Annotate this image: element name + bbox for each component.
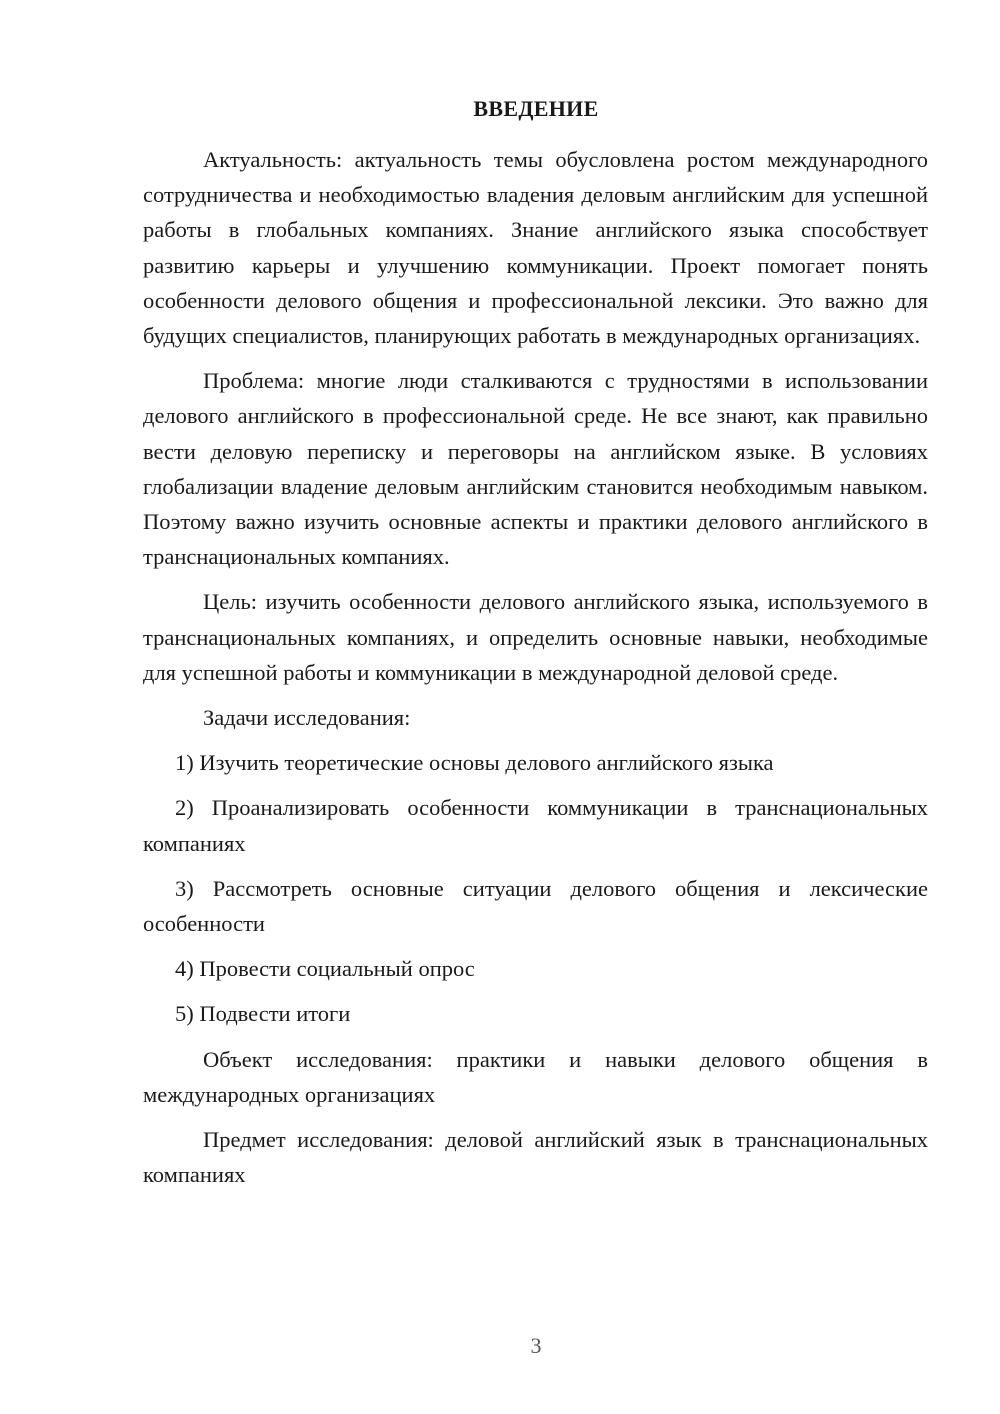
paragraph-tasks-intro: Задачи исследования: [203, 705, 411, 731]
document-body [143, 142, 928, 1202]
page-number: 3 [530, 1333, 542, 1358]
paragraph-problem: Проблема: многие люди сталкиваются с трудностями в использовании делового английского в профессиональной среде. Не все знают, как правильно вести деловую переписку и переговоры на английском языке. В условиях глобализации владение деловым английским становится необходимым навыком. Поэтому важно изучить основные аспекты и практики делового английского в транснациональных компаниях. [143, 368, 928, 570]
paragraph-object: Объект исследования: практики и навыки делового общения в международных организациях [143, 1046, 928, 1107]
task-item: 5) Подвести итоги [175, 1001, 351, 1027]
paragraph-relevance: Актуальность: актуальность темы обусловлена ростом международного сотрудничества и необходимостью владения деловым английским для успешной работы в глобальных компаниях. Знание английского языка способствует развитию карьеры и улучшению коммуникации. Проект помогает понять особенности делового общения и профессиональной лексики. Это важно для будущих специалистов, планирующих работать в международных организациях. [143, 147, 928, 349]
task-item: 4) Провести социальный опрос [175, 956, 475, 982]
section-heading: ВВЕДЕНИЕ [473, 96, 599, 121]
paragraph-subject: Предмет исследования: деловой английский язык в транснациональных компаниях [143, 1127, 928, 1188]
paragraph-goal: Цель: изучить особенности делового английского языка, используемого в транснациональных компаниях, и определить основные навыки, необходимые для успешной работы и коммуникации в международной деловой среде. [143, 589, 928, 685]
task-item: 1) Изучить теоретические основы делового английского языка [175, 750, 774, 776]
task-item: 2) Проанализировать особенности коммуникации в транснациональных компаниях [143, 795, 928, 856]
task-item: 3) Рассмотреть основные ситуации делового общения и лексические особенности [143, 875, 928, 937]
